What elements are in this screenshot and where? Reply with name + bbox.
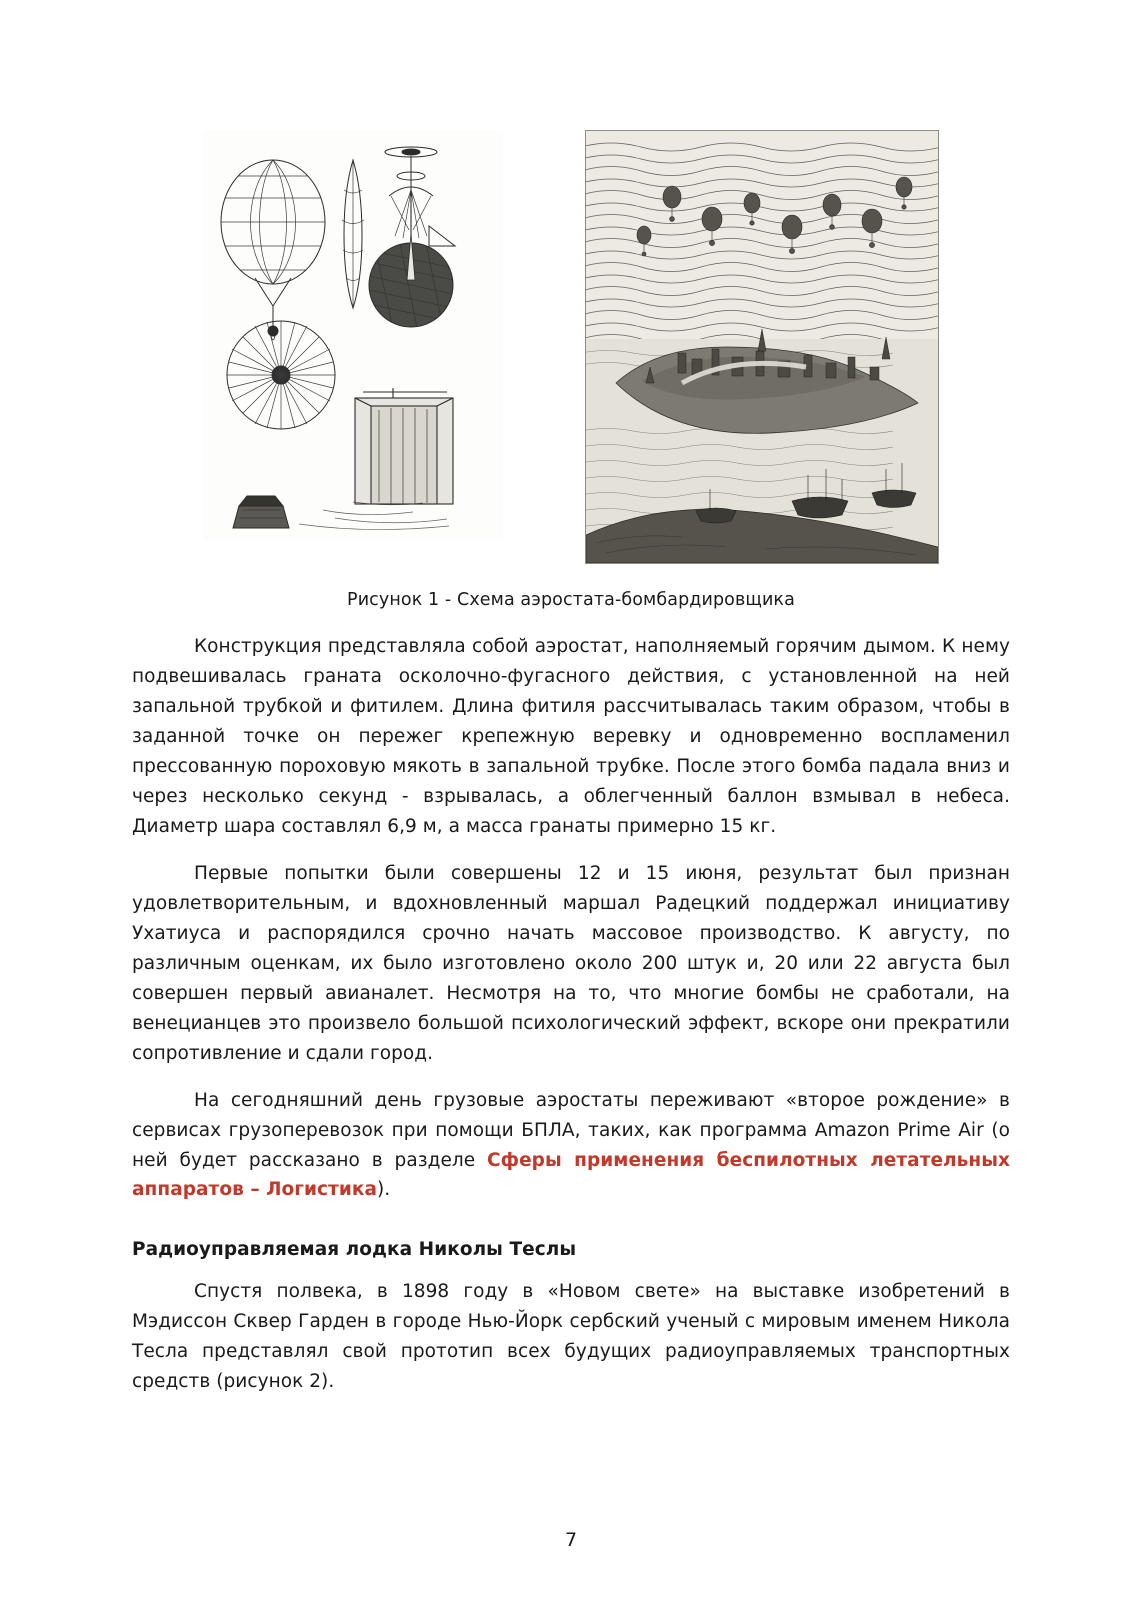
section-subheading: Радиоуправляемая лодка Николы Теслы <box>132 1239 577 1261</box>
balloon-schematic-image <box>203 130 503 540</box>
venice-bombardment-image <box>585 130 939 564</box>
paragraph-1: Конструкция представляла собой аэростат, наполняемый горячим дымом. К нему подвешивалась граната осколочно-фугасного действия, с установленной на ней запальной трубкой и фитилем. Длина фитиля рассчитывалась таким образом, чтобы в заданной точке он пережег крепежную веревку и одновременно воспламенил прессованную пороховую мякоть в запальной трубке. После этого бомба падала вниз и через несколько секунд - взрывалась, а облегченный баллон взмывал в небеса. Диаметр шара составлял 6,9 м, а масса гранаты примерно 15 кг. <box>132 636 1010 837</box>
page-number: 7 <box>564 1529 578 1551</box>
paragraph-3 <box>132 1086 1010 1206</box>
figure-block <box>132 130 1010 564</box>
paragraph-4: Спустя полвека, в 1898 году в «Новом свете» на выставке изобретений в Мэдиссон Сквер Гарден в городе Нью-Йорк сербский ученый с мировым именем Никола Тесла представлял свой прототип всех будущих радиоуправляемых транспортных средств (рисунок 2). <box>132 1281 1010 1393</box>
paragraph-2: Первые попытки были совершены 12 и 15 июня, результат был признан удовлетворительным, и вдохновленный маршал Радецкий поддержал инициативу Ухатиуса и распорядился срочно начать массовое производство. К августу, по различным оценкам, их было изготовлено около 200 штук и, 20 или 22 августа был совершен первый авианалет. Несмотря на то, что многие бомбы не сработали, на венецианцев это произвело большой психологический эффект, вскоре они прекратили сопротивление и сдали город. <box>132 862 1010 1064</box>
paragraph-3-text-before: На сегодняшний день грузовые аэростаты переживают «второе рождение» в сервисах грузоперевозок при помощи БПЛА, таких, как программа Amazon Prime Air (о ней будет рассказано в разделе <box>132 1089 1010 1171</box>
figure-caption: Рисунок 1 - Схема аэростата-бомбардировщика <box>347 590 795 610</box>
section-cross-reference-link[interactable]: Сферы применения беспилотных летательных аппаратов – Логистика <box>132 1149 1011 1201</box>
paragraph-3-text-after: ). <box>376 1179 391 1201</box>
